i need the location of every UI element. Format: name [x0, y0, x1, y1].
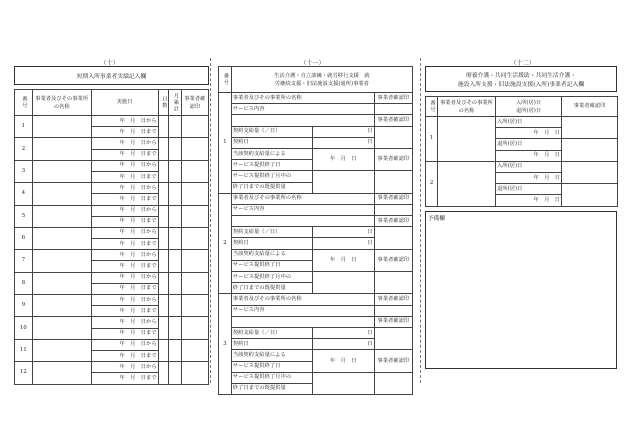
col-header-month: 月累計	[169, 90, 182, 116]
p12-title-line1: 療養介護・共同生活援助・共同生活介護・	[465, 73, 577, 79]
p11-title-line2: 労継続支援・旧法施設支援(通所)事業者	[274, 80, 369, 87]
p11-contract-amount-unit: 日	[312, 327, 374, 338]
p11-name-label: 事業者及びその事業所の名称	[231, 93, 374, 104]
p10-row-from: 年 月 日から	[91, 339, 158, 350]
p10-row-confirm	[181, 138, 208, 160]
p11-used-label-1: サービス提供終了月中の	[231, 372, 312, 383]
p12-title	[425, 66, 617, 92]
form-page-12	[425, 66, 617, 369]
p11-confirm-label: 事業者確認印	[374, 93, 412, 104]
p10-row-confirm	[181, 183, 208, 205]
p10-row-confirm	[181, 250, 208, 272]
p12-col-header-no: 番号	[426, 97, 438, 117]
col-header-name: 事業者及びその事業所の名称	[32, 90, 91, 116]
p10-row-number: 8	[15, 272, 33, 294]
p12-row-confirm-in	[562, 161, 618, 183]
p10-row-month	[169, 250, 182, 272]
p10-row-month	[169, 317, 182, 339]
p11-service-value	[231, 316, 374, 327]
p11-end-confirm: 事業者確認印	[374, 148, 412, 170]
p12-out-label: 退所(居)日	[496, 184, 562, 195]
p10-row-to: 年 月 日まで	[91, 306, 158, 317]
p10-row-from: 年 月 日から	[91, 362, 158, 373]
p10-row-days	[158, 272, 168, 294]
p10-row-number: 11	[15, 339, 33, 361]
p11-used-confirm	[374, 372, 412, 394]
p11-contract-date-unit: 日	[312, 339, 374, 350]
p10-row-name	[32, 205, 91, 227]
p11-used-confirm	[374, 171, 412, 193]
p11-service-label: サービス内容	[231, 104, 374, 115]
p11-block-row	[219, 126, 413, 137]
p11-block-row	[219, 249, 413, 260]
p11-contract-date-unit: 日	[312, 137, 374, 148]
p10-row-days	[158, 160, 168, 182]
p10-row-number: 5	[15, 205, 33, 227]
p10-row	[15, 339, 209, 350]
p12-col-header-name: 事業者及びその事業所の名称	[438, 97, 496, 117]
p10-row-to: 年 月 日まで	[91, 127, 158, 138]
p10-row-name	[32, 317, 91, 339]
p10-row-to: 年 月 日まで	[91, 194, 158, 205]
p10-row-days	[158, 116, 168, 138]
p11-title-line1: 生活介護・自立訓練・就労移行支援 就	[274, 72, 370, 79]
p10-row-confirm	[181, 362, 208, 384]
page12-table	[425, 96, 618, 207]
p10-row-number: 7	[15, 250, 33, 272]
p10-row	[15, 227, 209, 238]
page-heading-10: （十）	[100, 60, 119, 67]
p11-confirm-label: 事業者確認印	[374, 193, 412, 204]
col-header-no: 番号	[15, 90, 33, 116]
p11-contract-amount-confirm	[374, 327, 412, 349]
p10-row-number: 9	[15, 295, 33, 317]
p11-contract-amount-label: 契約支給量（／日）	[231, 126, 312, 137]
p11-end-label-2: サービス提供終了日	[231, 260, 312, 271]
p10-row-from: 年 月 日から	[91, 160, 158, 171]
p10-row-days	[158, 250, 168, 272]
p11-block-row	[219, 294, 413, 305]
p12-col-header-out: 退所(居)日	[515, 107, 542, 114]
p11-contract-amount-unit: 日	[312, 126, 374, 137]
p11-end-confirm: 事業者確認印	[374, 350, 412, 372]
p11-end-label-2: サービス提供終了日	[231, 361, 312, 372]
p10-row-month	[169, 295, 182, 317]
p11-end-date: 年 月 日	[312, 249, 374, 271]
p10-row-confirm	[181, 227, 208, 249]
p10-row-name	[32, 250, 91, 272]
p11-block-row	[219, 93, 413, 104]
p10-row-from: 年 月 日から	[91, 250, 158, 261]
p10-row	[15, 138, 209, 149]
p11-used-value	[312, 272, 374, 294]
p11-block-row	[219, 193, 413, 204]
p10-row-confirm	[181, 205, 208, 227]
p10-row-days	[158, 295, 168, 317]
p10-row	[15, 272, 209, 283]
p10-row-days	[158, 317, 168, 339]
page-divider-left	[210, 58, 211, 383]
p10-row-number: 4	[15, 183, 33, 205]
p11-end-confirm: 事業者確認印	[374, 249, 412, 271]
p12-in-date: 年 月 日	[496, 128, 562, 139]
p10-row-confirm	[181, 339, 208, 361]
p10-row-name	[32, 227, 91, 249]
p11-used-label-1: サービス提供終了月中の	[231, 171, 312, 182]
p10-row-to: 年 月 日まで	[91, 149, 158, 160]
p11-block-row	[219, 104, 413, 115]
p10-row-number: 2	[15, 138, 33, 160]
p12-col-header-dates	[496, 97, 562, 117]
p10-row-to: 年 月 日まで	[91, 328, 158, 339]
p10-row-name	[32, 160, 91, 182]
p11-block-row	[219, 316, 413, 327]
p10-row	[15, 295, 209, 306]
p11-contract-date-label: 契約日	[231, 137, 312, 148]
p11-block-row	[219, 272, 413, 283]
p11-contract-amount-confirm	[374, 227, 412, 249]
p11-end-label-2: サービス提供終了日	[231, 160, 312, 171]
p11-col-header-no: 番号	[219, 67, 232, 93]
p11-block-row	[219, 148, 413, 159]
p12-in-label: 入所(居)日	[496, 161, 562, 172]
p11-block-row	[219, 350, 413, 361]
p10-row-days	[158, 339, 168, 361]
p12-row	[426, 161, 618, 172]
p11-end-date: 年 月 日	[312, 350, 374, 372]
p11-block-row	[219, 305, 413, 316]
page-heading-12: （十二）	[510, 60, 535, 67]
p10-row-number: 10	[15, 317, 33, 339]
p11-used-confirm	[374, 272, 412, 294]
p12-notes-label: 予備欄	[428, 215, 445, 222]
p11-end-label-1: 当該契約支給量による	[231, 350, 312, 361]
p11-block-number: 2	[219, 193, 232, 294]
p10-row-month	[169, 362, 182, 384]
p11-used-value	[312, 171, 374, 193]
p12-title-line2: 施設入所支援・旧法施設支援(入所)事業者記入欄	[457, 82, 585, 88]
p10-row	[15, 183, 209, 194]
p11-block-row	[219, 327, 413, 338]
p10-row-number: 3	[15, 160, 33, 182]
p11-title	[231, 67, 412, 93]
p11-service-confirm	[374, 305, 412, 316]
p10-row	[15, 362, 209, 373]
p10-row-days	[158, 227, 168, 249]
p11-confirm-label-2: 事業者確認印	[374, 216, 412, 227]
p10-row-month	[169, 160, 182, 182]
p11-contract-amount-label: 契約支給量（／日）	[231, 227, 312, 238]
p11-service-confirm	[374, 104, 412, 115]
p12-notes-box	[425, 211, 617, 369]
p10-row-to: 年 月 日まで	[91, 216, 158, 227]
p11-name-label: 事業者及びその事業所の名称	[231, 294, 374, 305]
p12-in-label: 入所(居)日	[496, 117, 562, 128]
p10-row	[15, 160, 209, 171]
p11-service-value	[231, 216, 374, 227]
p11-contract-amount-label: 契約支給量（／日）	[231, 327, 312, 338]
page-divider-right	[420, 58, 421, 383]
p11-block-row	[219, 204, 413, 215]
p11-confirm-label-2: 事業者確認印	[374, 115, 412, 126]
page10-table	[14, 89, 209, 385]
p10-row-from: 年 月 日から	[91, 205, 158, 216]
page11-table	[218, 66, 413, 395]
form-page-10	[14, 66, 209, 385]
p10-row-to: 年 月 日まで	[91, 171, 158, 182]
p10-row-confirm	[181, 116, 208, 138]
p10-row-days	[158, 362, 168, 384]
p11-end-label-1: 当該契約支給量による	[231, 148, 312, 159]
p10-row-confirm	[181, 272, 208, 294]
p10-row-month	[169, 227, 182, 249]
p10-row-from: 年 月 日から	[91, 183, 158, 194]
p10-row-month	[169, 272, 182, 294]
p10-row	[15, 116, 209, 127]
p11-contract-date-label: 契約日	[231, 339, 312, 350]
p10-row-from: 年 月 日から	[91, 138, 158, 149]
page10-title: 短期入所事業者実績記入欄	[14, 66, 209, 85]
p12-row-name	[438, 117, 496, 162]
p11-contract-date-unit: 日	[312, 238, 374, 249]
p12-out-date: 年 月 日	[496, 195, 562, 206]
p10-row-to: 年 月 日まで	[91, 261, 158, 272]
p10-row-confirm	[181, 295, 208, 317]
p11-block-number: 3	[219, 294, 232, 395]
p11-name-label: 事業者及びその事業所の名称	[231, 193, 374, 204]
p11-confirm-label: 事業者確認印	[374, 294, 412, 305]
p10-row-name	[32, 339, 91, 361]
p11-used-value	[312, 372, 374, 394]
p10-row	[15, 205, 209, 216]
p10-row-month	[169, 138, 182, 160]
p10-row-number: 12	[15, 362, 33, 384]
p10-row	[15, 317, 209, 328]
p10-row-number: 6	[15, 227, 33, 249]
p11-used-label-2: 終了日までの既提供量	[231, 182, 312, 193]
p10-row-to: 年 月 日まで	[91, 373, 158, 384]
p10-row-month	[169, 183, 182, 205]
p12-col-header-in: 入所(居)日	[515, 99, 542, 106]
p11-confirm-label-2: 事業者確認印	[374, 316, 412, 327]
p12-out-date: 年 月 日	[496, 150, 562, 161]
form-page-11	[218, 66, 413, 395]
p11-used-label-2: 終了日までの既提供量	[231, 383, 312, 394]
p10-row-name	[32, 116, 91, 138]
p12-row-confirm-out	[562, 184, 618, 206]
p11-end-date: 年 月 日	[312, 148, 374, 170]
p10-row-name	[32, 362, 91, 384]
p10-row-from: 年 月 日から	[91, 317, 158, 328]
p10-row-days	[158, 183, 168, 205]
p10-row-days	[158, 138, 168, 160]
page-heading-11: （十一）	[300, 60, 325, 67]
p10-row-from: 年 月 日から	[91, 295, 158, 306]
p12-row-name	[438, 161, 496, 206]
p11-service-value	[231, 115, 374, 126]
p10-row-number: 1	[15, 116, 33, 138]
p10-row-month	[169, 205, 182, 227]
p11-end-label-1: 当該契約支給量による	[231, 249, 312, 260]
col-header-period: 実施日	[91, 90, 158, 116]
p11-service-label: サービス内容	[231, 305, 374, 316]
p10-row	[15, 250, 209, 261]
p10-row-name	[32, 272, 91, 294]
p12-row-number: 1	[426, 117, 438, 162]
p10-row-confirm	[181, 317, 208, 339]
p12-row-confirm-out	[562, 139, 618, 161]
p11-block-row	[219, 115, 413, 126]
p12-row-confirm-in	[562, 117, 618, 139]
p11-block-row	[219, 171, 413, 182]
p10-row-name	[32, 138, 91, 160]
p10-row-to: 年 月 日まで	[91, 283, 158, 294]
p10-row-to: 年 月 日まで	[91, 239, 158, 250]
p10-row-to: 年 月 日まで	[91, 350, 158, 361]
p11-block-row	[219, 227, 413, 238]
p10-row-confirm	[181, 160, 208, 182]
p12-row-number: 2	[426, 161, 438, 206]
p10-row-month	[169, 339, 182, 361]
p10-row-month	[169, 116, 182, 138]
p11-block-row	[219, 216, 413, 227]
p11-used-label-1: サービス提供終了月中の	[231, 272, 312, 283]
p11-service-confirm	[374, 204, 412, 215]
p11-block-row	[219, 372, 413, 383]
p10-row-from: 年 月 日から	[91, 116, 158, 127]
p11-contract-amount-confirm	[374, 126, 412, 148]
p10-row-name	[32, 183, 91, 205]
p11-contract-amount-unit: 日	[312, 227, 374, 238]
p11-contract-date-label: 契約日	[231, 238, 312, 249]
p11-service-label: サービス内容	[231, 204, 374, 215]
p12-in-date: 年 月 日	[496, 172, 562, 183]
p12-row	[426, 117, 618, 128]
col-header-confirm: 事業者確認印	[181, 90, 208, 116]
p10-row-from: 年 月 日から	[91, 227, 158, 238]
p11-block-number: 1	[219, 93, 232, 194]
p12-col-header-confirm: 事業者確認印	[562, 97, 618, 117]
p10-row-name	[32, 295, 91, 317]
p11-used-label-2: 終了日までの既提供量	[231, 283, 312, 294]
p12-out-label: 退所(居)日	[496, 139, 562, 150]
p10-row-days	[158, 205, 168, 227]
col-header-days: 日数	[158, 90, 168, 116]
p10-row-from: 年 月 日から	[91, 272, 158, 283]
